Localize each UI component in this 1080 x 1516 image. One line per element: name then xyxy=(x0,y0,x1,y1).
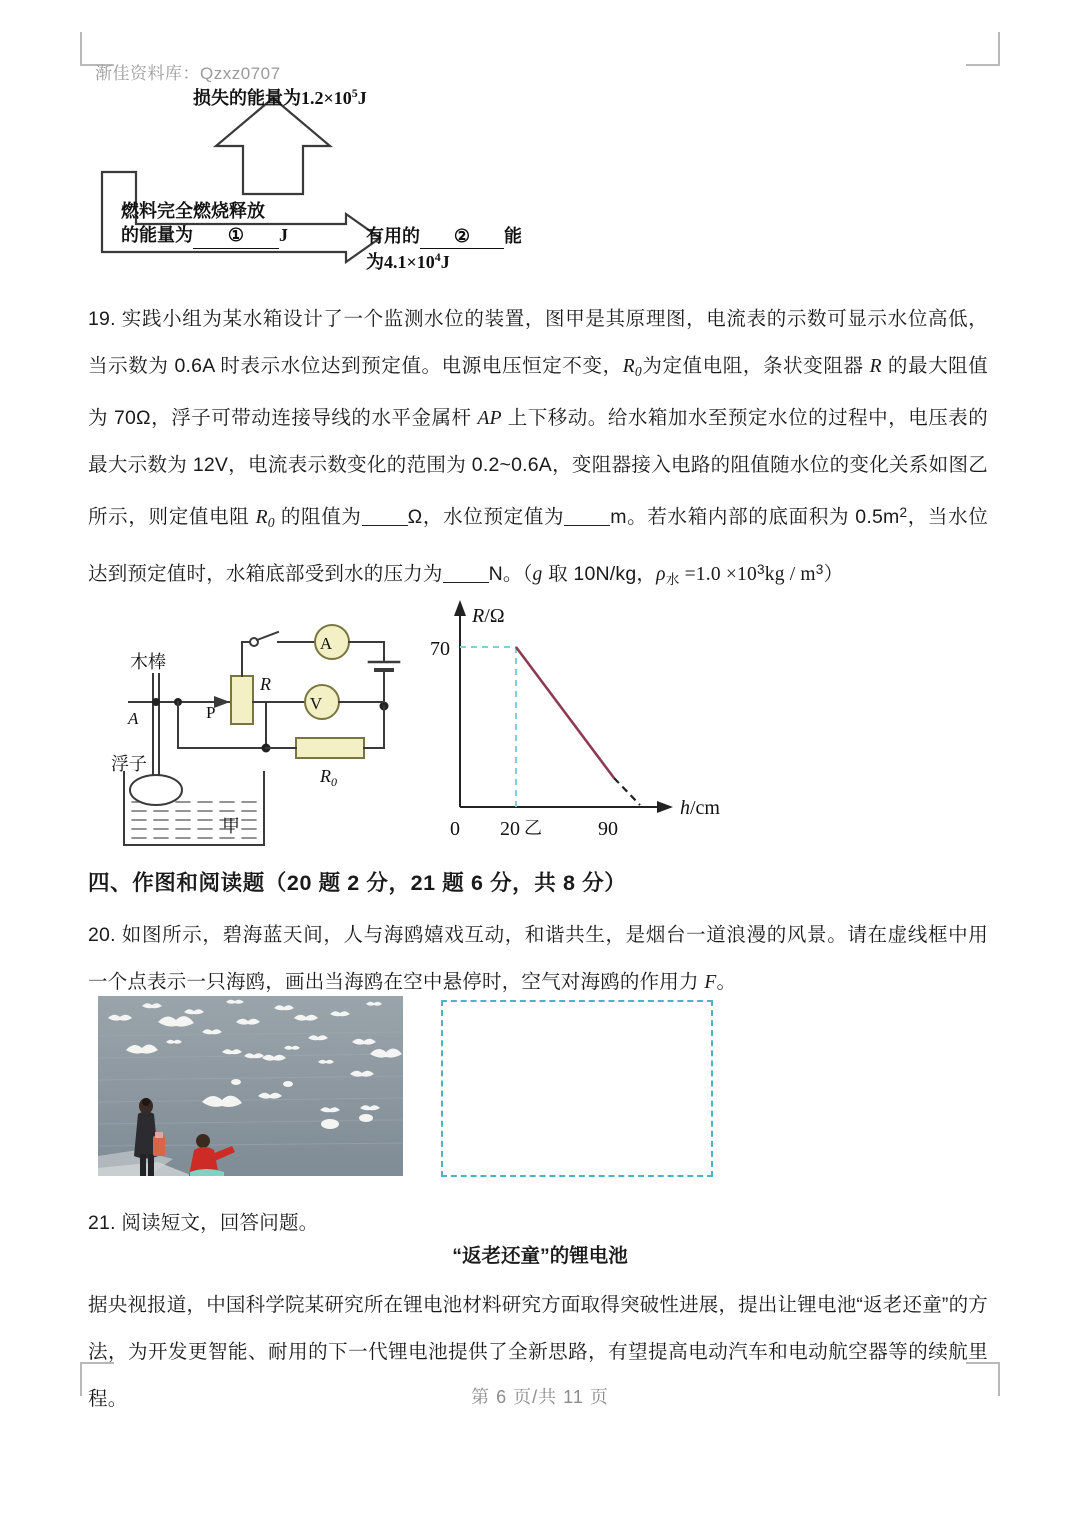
useful-energy-label: 有用的 ② 能 为$4.1\times 10^4J$ xyxy=(366,226,522,273)
label-point-P: P xyxy=(206,703,216,722)
label-ammeter: A xyxy=(319,634,333,653)
question-21-prompt: 21. 阅读短文，回答问题。 xyxy=(88,1212,319,1234)
data-line-solid xyxy=(516,647,614,778)
figure-caption-jia: 甲 xyxy=(222,816,240,836)
article-title: “返老还童”的锂电池 xyxy=(452,1245,628,1267)
graph-figure-yi xyxy=(428,592,728,842)
x-tick-90: 90 xyxy=(598,818,618,840)
crop-mark-top-right xyxy=(966,32,1000,66)
label-point-A: A xyxy=(128,709,139,728)
x-axis-label: h/cm xyxy=(680,797,720,819)
watermark-text: 渐佳资料库：Qzxz0707 xyxy=(95,64,281,83)
loss-arrow-icon xyxy=(216,98,330,194)
figure-caption-yi: 乙 xyxy=(524,818,542,838)
y-axis-label: R/Ω xyxy=(472,605,505,627)
x-tick-0: 0 xyxy=(450,818,460,840)
question-21-body: 据央视报道，中国科学院某研究所在锂电池材料研究方面取得突破性进展，提出让锂电池“返老还童”的方法，为开发更智能、耐用的下一代锂电池提供了全新思路，有望提高电动汽车和电动航空器等的续航里程。 xyxy=(88,1294,988,1410)
question-19-text: 19. 实践小组为某水箱设计了一个监测水位的装置，图甲是其原理图，电流表的示数可显示水位高低，当示数为 0.6A 时表示水位达到预定值。电源电压恒定不变，$R_0$为定值电阻，条状变阻器 R 的最大阻值为 70Ω，浮子可带动连接导线的水平金属杆 AP 上下移动。给水箱加水至预定水位的过程中，电压表的最大示数为 12V，电流表示数变化的范围为 0.2~0.6A，变阻器接入电路的阻值随水位的变化关系如图乙所示，则定值电阻 $R_0$ 的阻值为 Ω，水位预定值为 m。若水箱内部的底面积为 $0.5m^2$，当水位达到预定值时，水箱底部受到水的压力为 N。（g 取 10N/kg，$\rho_水 =1.0 \times 10^3kg / m^3$） xyxy=(88,308,989,587)
circuit-diagram-jia xyxy=(88,600,428,850)
data-line-dashed-tail xyxy=(614,778,640,805)
x-tick-20: 20 xyxy=(500,818,520,840)
x-axis-arrow xyxy=(657,801,673,813)
answer-blank-pressure[interactable] xyxy=(443,582,489,583)
label-R0: $R_0$ xyxy=(320,766,337,789)
figures-row xyxy=(88,592,748,842)
page-footer: 第 6 页/共 11 页 xyxy=(471,1387,609,1407)
question-20-text: 20. 如图所示，碧海蓝天间，人与海鸥嬉戏互动，和谐共生，是烟台一道浪漫的风景。请在虚线框中用一个点表示一只海鸥，画出当海鸥在空中悬停时，空气对海鸥的作用力 F。 xyxy=(88,924,988,993)
section-title: 四、作图和阅读题（20 题 2 分，21 题 6 分，共 8 分） xyxy=(88,871,627,895)
label-voltmeter: V xyxy=(309,694,323,713)
seagull-photo xyxy=(98,996,403,1176)
fuel-energy-label: 燃料完全燃烧释放 的能量为 ① J xyxy=(121,199,288,249)
energy-loss-label: 损失的能量为$1.2\times 10^5J$ xyxy=(193,86,367,108)
energy-flow-diagram xyxy=(88,84,558,284)
drawing-answer-box[interactable] xyxy=(441,1000,713,1177)
answer-blank-r0[interactable] xyxy=(362,525,408,526)
variable-resistor-R xyxy=(231,676,253,724)
float-icon xyxy=(130,775,182,805)
label-float: 浮子 xyxy=(111,754,147,774)
label-wooden-rod: 木棒 xyxy=(130,652,166,672)
fixed-resistor-R0 xyxy=(296,738,364,758)
y-tick-70: 70 xyxy=(430,638,450,660)
y-axis-arrow xyxy=(454,600,466,616)
node-A xyxy=(152,698,160,706)
answer-blank-waterlevel[interactable] xyxy=(564,525,610,526)
label-R: R xyxy=(260,674,271,694)
